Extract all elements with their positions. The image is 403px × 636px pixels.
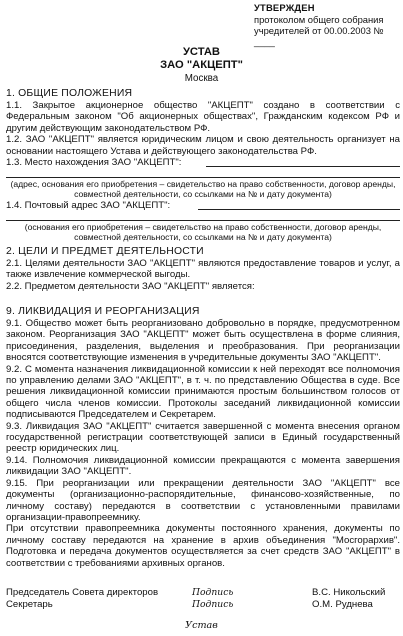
signature-name: О.М. Руднева: [312, 599, 373, 610]
page-footer: Устав: [185, 620, 218, 631]
signature-mark: Подпись: [192, 599, 234, 610]
clause-9-15: 9.15. При реорганизации или прекращении деятельности ЗАО "АКЦЕПТ" все документы (организационно-распорядительные, финансово-хозяйственные, по личному составу) передаются в соответствии с установленными правилами организации-правопреемнику.: [6, 477, 400, 523]
clause-2-1: 2.1. Целями деятельности ЗАО "АКЦЕПТ" являются предоставление товаров и услуг, а также извлечение коммерческой выгоды.: [6, 258, 400, 281]
signature-name: В.С. Никольский: [312, 587, 386, 598]
signature-role: Председатель Совета директоров: [6, 587, 159, 598]
section-9: [6, 306, 400, 569]
section-1: [6, 88, 400, 242]
section-9-heading: 9. ЛИКВИДАЦИЯ И РЕОРГАНИЗАЦИЯ: [6, 306, 200, 317]
section-2-heading: 2. ЦЕЛИ И ПРЕДМЕТ ДЕЯТЕЛЬНОСТИ: [6, 246, 204, 257]
address-blank-line: [206, 157, 400, 167]
approval-line-2: учредителей от 00.00.2003 № ____: [254, 25, 384, 47]
postal-blank-line: [198, 200, 400, 210]
address-rule-line: [6, 177, 400, 178]
signature-role: Секретарь: [6, 599, 53, 610]
signature-row-secretary: [6, 599, 400, 611]
postal-note: (основания его приобретения – свидетельство на право собственности, договор аренды, совместной деятельности, со ссылками на № и дату документа): [24, 222, 382, 243]
approval-title: УТВЕРЖДЕН: [254, 2, 315, 13]
document-title: УСТАВ: [182, 46, 221, 58]
archive-paragraph: При отсутствии правопреемника документы постоянного хранения, документы по личному составу передаются на хранение в архив объединения "Мосгорархив". Подготовка и передача документов осуществляется за счет средств ЗАО "АКЦЕПТ" в соответствии с требованиями архивных органов.: [6, 523, 400, 569]
approval-block: [254, 2, 399, 47]
clause-1-1: 1.1. Закрытое акционерное общество "АКЦЕПТ" создано в соответствии с Федеральным законом "Об акционерных обществах", Гражданским кодексом РФ и другим действующим законодательством РФ.: [6, 100, 400, 134]
clause-9-3: 9.3. Ликвидация ЗАО "АКЦЕПТ" считается завершенной с момента внесения органом государственной регистрации соответствующей записи в Единый государственный реестр юридических лиц.: [6, 420, 400, 455]
signature-row-chairman: [6, 587, 400, 599]
section-2: [6, 246, 400, 292]
signature-mark: Подпись: [192, 587, 234, 598]
section-1-heading: 1. ОБЩИЕ ПОЛОЖЕНИЯ: [6, 88, 133, 99]
address-note: (адрес, основания его приобретения – свидетельство на право собственности, договор аренды, совместной деятельности, со ссылками на № и дату документа): [10, 179, 396, 200]
clause-1-3-row: [6, 157, 400, 169]
clause-1-2: 1.2. ЗАО "АКЦЕПТ" является юридическим лицом и свою деятельность организует на основании настоящего Устава и действующего законодательства РФ.: [6, 134, 400, 157]
clause-9-14: 9.14. Полномочия ликвидационной комиссии прекращаются с момента завершения ликвидации ЗАО "АКЦЕПТ".: [6, 454, 400, 478]
clause-9-2: 9.2. С момента назначения ликвидационной комиссии к ней переходят все полномочия по управлению делами ЗАО "АКЦЕПТ", в т. ч. по представлению Общества в суде. Все решения ликвидационной комиссии принимаются простым большинством голосов от общего числа членов комиссии. Протоколы заседаний ликвидационной комиссии подписываются Председателем и Секретарем.: [6, 363, 400, 421]
clause-2-2: 2.2. Предметом деятельности ЗАО "АКЦЕПТ" является:: [6, 280, 255, 292]
document-subtitle: ЗАО "АКЦЕПТ": [160, 59, 243, 71]
clause-1-4: 1.4. Почтовый адрес ЗАО "АКЦЕПТ":: [6, 200, 171, 212]
document-city: Москва: [184, 73, 219, 84]
approval-line-1: протоколом общего собрания: [254, 14, 384, 25]
clause-9-1: 9.1. Общество может быть реорганизовано добровольно в порядке, предусмотренном законом. Реорганизация ЗАО "АКЦЕПТ" может быть осуществлена в форме слияния, присоединения, разделения, выделения и преобразования. При реорганизации вносятся соответствующие изменения в учредительные документы ЗАО "АКЦЕПТ".: [6, 318, 400, 364]
clause-1-3: 1.3. Место нахождения ЗАО "АКЦЕПТ":: [6, 157, 182, 169]
postal-rule-line: [6, 220, 400, 221]
clause-1-4-row: [6, 200, 400, 212]
